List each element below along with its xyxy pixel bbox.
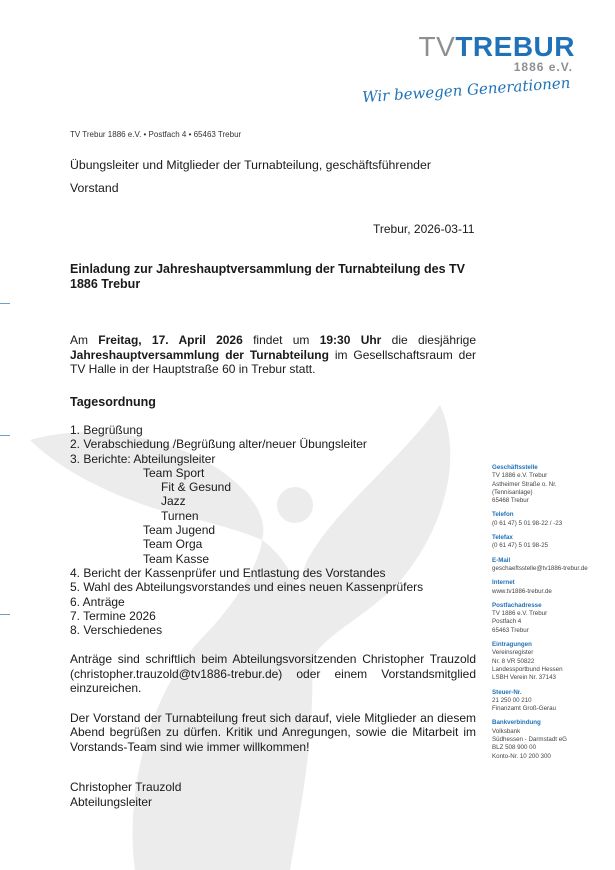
contact-sidebar <box>492 464 602 767</box>
closing-paragraph: Der Vorstand der Turnabteilung freut sich darauf, viele Mitglieder an diesem Abend begrüßen zu dürfen. Kritik und Anregungen, sowie die Mitarbeit im Vorstands-Team sind wie immer willkommen! <box>70 710 476 754</box>
sidebar-heading: E-Mail <box>492 556 511 564</box>
fold-mark-top <box>0 303 10 304</box>
sidebar-section <box>492 579 602 596</box>
sidebar-line: (0 61 47) 5 01 98-25 <box>492 542 549 550</box>
club-logo <box>419 33 575 74</box>
agenda-subitem-jazz: Jazz <box>161 494 186 509</box>
agenda-item-1: 1. Begrüßung <box>70 423 143 437</box>
sidebar-heading: Internet <box>492 579 515 587</box>
sidebar-line: Vereinsregister <box>492 649 534 657</box>
sidebar-line: Südhessen - Darmstadt eG <box>492 736 567 744</box>
letter-body <box>70 262 476 809</box>
intro-event: Jahreshauptversammlung der Turnabteilung <box>70 347 329 362</box>
sidebar-section <box>492 719 602 760</box>
sidebar-line[interactable]: www.tv1886-trebur.de <box>492 587 552 595</box>
sidebar-line: (Tennisanlage) <box>492 488 533 496</box>
sidebar-section <box>492 534 602 551</box>
sidebar-section <box>492 602 602 635</box>
sidebar-line[interactable]: geschaeftsstelle@tv1886-trebur.de <box>492 564 588 572</box>
agenda-subitem-team-kasse: Team Kasse <box>143 551 210 566</box>
sidebar-heading: Postfachadresse <box>492 601 542 609</box>
agenda-item-2: 2. Verabschiedung /Begrüßung alter/neuer Übungsleiter <box>70 437 367 452</box>
sidebar-section <box>492 689 602 714</box>
sidebar-section <box>492 641 602 682</box>
letter-date: Trebur, 2026-03-11 <box>373 222 475 236</box>
sidebar-section <box>492 464 602 505</box>
agenda-subitem-team-jugend: Team Jugend <box>143 523 216 538</box>
sidebar-line: 65468 Trebur <box>492 497 529 505</box>
sidebar-line: Volksbank <box>492 727 521 735</box>
intro-text-4: im Gesellschaftsraum der TV Halle in der Hauptstraße 60 in Trebur statt. <box>70 347 476 376</box>
sidebar-line: 21 250 00 210 <box>492 696 532 704</box>
agenda-heading: Tagesordnung <box>70 394 156 409</box>
agenda-item-8: 8. Verschiedenes <box>70 623 163 638</box>
sidebar-line: Nr. 8 VR 50822 <box>492 657 535 665</box>
intro-text-2: findet um <box>242 333 320 347</box>
sidebar-line: TV 1886 e.V. Trebur <box>492 472 548 480</box>
logo-slogan: Wir bewegen Generationen <box>362 73 572 107</box>
signature-role: Abteilungsleiter <box>70 794 153 809</box>
agenda-subitem-fit-gesund: Fit & Gesund <box>161 480 232 495</box>
sidebar-section <box>492 557 602 574</box>
sidebar-line: TV 1886 e.V. Trebur <box>492 610 548 618</box>
sidebar-heading: Telefax <box>492 534 513 542</box>
letter-title: Einladung zur Jahreshauptversammlung der Turnabteilung des TV 1886 Trebur <box>70 262 465 291</box>
intro-date: Freitag, 17. April 2026 <box>98 333 243 347</box>
sidebar-line: Finanzamt Groß-Gerau <box>492 705 556 713</box>
intro-time: 19:30 Uhr <box>319 333 382 347</box>
intro-text-1: Am <box>70 333 99 347</box>
signature-name: Christopher Trauzold <box>70 780 182 795</box>
sender-address-line: TV Trebur 1886 e.V. • Postfach 4 • 65463 Trebur <box>70 130 242 139</box>
fold-mark-middle <box>0 435 10 436</box>
sidebar-heading: Bankverbindung <box>492 719 541 727</box>
agenda-item-3: 3. Berichte: Abteilungsleiter <box>70 451 216 466</box>
intro-paragraph <box>70 333 476 377</box>
sidebar-line: LSBH Verein Nr. 37143 <box>492 674 556 682</box>
logo-prefix: TV <box>418 31 456 62</box>
sidebar-section <box>492 511 602 528</box>
sidebar-heading: Eintragungen <box>492 641 532 649</box>
sidebar-line: BLZ 508 900 00 <box>492 744 537 752</box>
agenda-subitem-turnen: Turnen <box>161 508 199 523</box>
agenda-item-5: 5. Wahl des Abteilungsvorstandes und eines neuen Kassenprüfers <box>70 580 424 595</box>
fold-mark-bottom <box>0 614 10 615</box>
agenda-item-6: 6. Anträge <box>70 594 125 609</box>
sidebar-line: 65463 Trebur <box>492 626 529 634</box>
agenda-subitem-team-orga: Team Orga <box>143 537 203 552</box>
agenda-subitem-team-sport: Team Sport <box>143 465 205 480</box>
sidebar-heading: Telefon <box>492 511 514 519</box>
sidebar-line: Astheimer Straße o. Nr. <box>492 480 557 488</box>
sidebar-line: Konto-Nr. 10 200 300 <box>492 752 551 760</box>
logo-wordmark <box>419 33 575 61</box>
sidebar-heading: Geschäftsstelle <box>492 464 538 471</box>
sidebar-line: Postfach 4 <box>492 618 522 626</box>
signature-block <box>70 780 476 809</box>
sidebar-heading: Steuer-Nr. <box>492 688 522 696</box>
logo-name: TREBUR <box>455 31 575 62</box>
agenda-item-7: 7. Termine 2026 <box>70 608 156 623</box>
logo-year: 1886 e.V. <box>513 60 573 74</box>
intro-text-3: die diesjährige <box>381 333 476 347</box>
agenda-item-4: 4. Bericht der Kassenprüfer und Entlastung des Vorstandes <box>70 565 386 580</box>
agenda-list <box>70 423 476 637</box>
sidebar-line: (0 61 47) 5 01 98-22 / -23 <box>492 519 563 527</box>
sidebar-line: Landessportbund Hessen <box>492 665 563 673</box>
motions-paragraph: Anträge sind schriftlich beim Abteilungsvorsitzenden Christopher Trauzold (christopher.trauzold@tv1886-trebur.de) oder einem Vorstandsmitglied einzureichen. <box>70 652 476 696</box>
recipient-address: Übungsleiter und Mitglieder der Turnabteilung, geschäftsführender Vorstand <box>70 158 431 195</box>
